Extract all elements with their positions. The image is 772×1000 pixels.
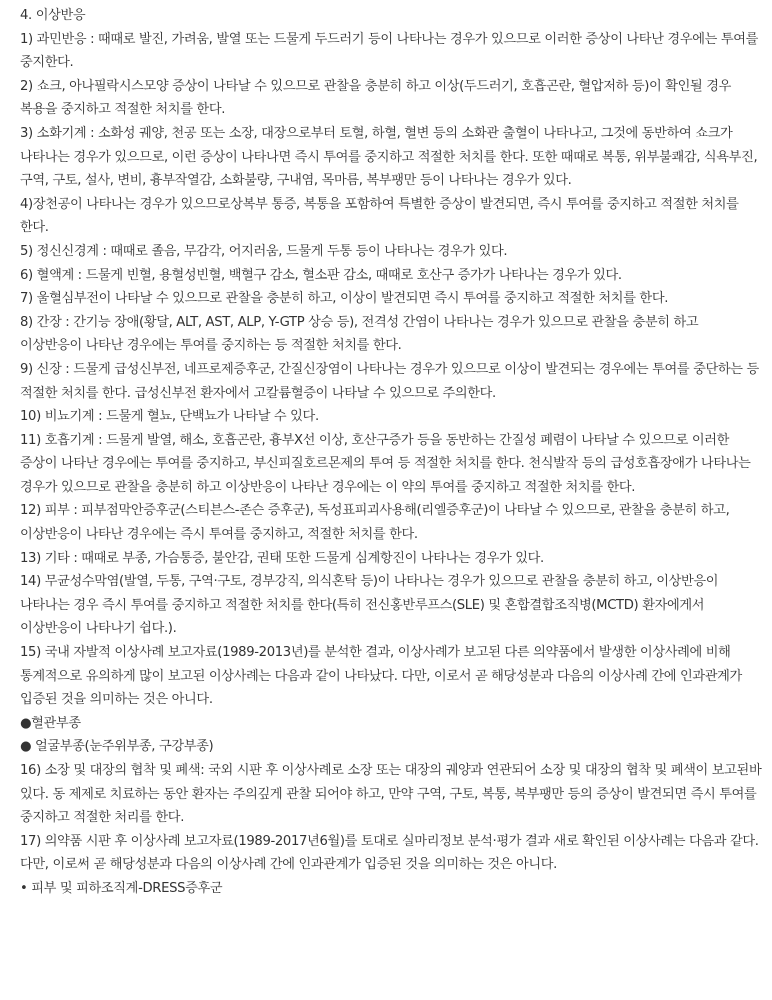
paragraph-13: 13) 기타 : 때때로 부종, 가슴통증, 불안감, 권태 또한 드물게 심계항진이 나타나는 경우가 있다. <box>20 550 544 566</box>
paragraph-16: 16) 소장 및 대장의 협착 및 폐색: 국외 시판 후 이상사례로 소장 또는 대장의 궤양과 연관되어 소장 및 대장의 협착 및 폐색이 보고된바 있다. 동 제제로 치료하는 동안 환자는 주의깊게 관찰 되어야 하고, 만약 구역, 구토, 복통, 복부팽만 등의 증상이 발견되면 즉시 투여를 중지하고 적절한 처리를 한다. <box>20 763 762 826</box>
paragraph-7: 7) 울혈심부전이 나타날 수 있으므로 관찰을 충분히 하고, 이상이 발견되면 즉시 투여를 중지하고 적절한 처치를 한다. <box>20 291 669 307</box>
paragraph-3: 3) 소화기계 : 소화성 궤양, 천공 또는 소장, 대장으로부터 토혈, 하혈, 혈변 등의 소화관 출혈이 나타나고, 그것에 동반하여 쇼크가 나타나는 경우가 있으므로, 이런 증상이 나타나면 즉시 투여를 중지하고 적절한 처치를 한다. 또한 때때로 복통, 위부불쾌감, 식욕부진, 구역, 구토, 설사, 변비, 흉부작열감, 소화불량, 구내염, 목마름, 복부팽만 등이 나타나는 경우가 있다. <box>20 125 758 189</box>
section-title: 4. 이상반응 <box>20 8 86 23</box>
bullet-dress: • 피부 및 피하조직계-DRESS증후군 <box>20 880 223 896</box>
paragraph-11: 11) 호흡기계 : 드물게 발열, 해소, 호흡곤란, 흉부X선 이상, 호산구증가 등을 동반하는 간질성 폐렴이 나타날 수 있으므로 이러한 증상이 나타난 경우에는 투여를 중지하고, 부신피질호르몬제의 투여 등 적절한 처치를 한다. 천식발작 등의 급성호흡장애가 나타나는 경우가 있으므로 관찰을 충분히 하고 이상반응이 나타난 경우에는 이 약의 투여를 중지하고 적절한 처치를 한다. <box>20 432 751 495</box>
paragraph-9: 9) 신장 : 드물게 급성신부전, 네프로제증후군, 간질신장염이 나타나는 경우가 있으므로 이상이 발견되는 경우에는 투여를 중단하는 등 적절한 처치를 한다. 급성신부전 환자에서 고칼륨혈증이 나타날 수 있으므로 주의한다. <box>20 361 759 401</box>
paragraph-8: 8) 간장 : 간기능 장애(황달, ALT, AST, ALP, Y-GTP 상승 등), 전격성 간염이 나타나는 경우가 있으므로 관찰을 충분히 하고 이상반응이 나타난 경우에는 투여를 중지하는 등 적절한 처치를 한다. <box>20 314 699 354</box>
paragraph-12: 12) 피부 : 피부점막안증후군(스티븐스-존슨 증후군), 독성표피괴사용해(리엘증후군)이 나타날 수 있으므로, 관찰을 충분히 하고, 이상반응이 나타난 경우에는 즉시 투여를 중지하고, 적절한 처치를 한다. <box>20 503 730 543</box>
paragraph-17: 17) 의약품 시판 후 이상사례 보고자료(1989-2017년6월)를 토대로 실마리정보 분석·평가 결과 새로 확인된 이상사례는 다음과 같다. 다만, 이로써 곧 해당성분과 다음의 이상사례 간에 인과관계가 입증된 것을 의미하는 것은 아니다. <box>20 833 759 873</box>
paragraph-15: 15) 국내 자발적 이상사례 보고자료(1989-2013년)를 분석한 결과, 이상사례가 보고된 다른 의약품에서 발생한 이상사례에 비해 통계적으로 유의하게 많이 보고된 이상사례는 다음과 같이 나타났다. 다만, 이로서 곧 해당성분과 다음의 이상사례 간에 인과관계가 입증된 것을 의미하는 것은 아니다. <box>20 645 742 708</box>
paragraph-4: 4)장천공이 나타나는 경우가 있으므로상복부 통증, 복통을 포함하여 특별한 증상이 발견되면, 즉시 투여를 중지하고 적절한 처치를 한다. <box>20 196 739 236</box>
paragraph-1: 1) 과민반응 : 때때로 발진, 가려움, 발열 또는 드물게 두드러기 등이 나타나는 경우가 있으므로 이러한 증상이 나타난 경우에는 투여를 중지한다. <box>20 31 758 71</box>
paragraph-14: 14) 무균성수막염(발열, 두통, 구역·구토, 경부강직, 의식혼탁 등)이 나타나는 경우가 있으므로 관찰을 충분히 하고, 이상반응이 나타나는 경우 즉시 투여를 중지하고 적절한 처치를 한다(특히 전신홍반루프스(SLE) 및 혼합결합조직병(MCTD) 환자에게서 이상반응이 나타나기 쉽다.). <box>20 574 719 637</box>
bullet-face-edema: ● 얼굴부종(눈주위부종, 구강부종) <box>20 739 214 755</box>
paragraph-5: 5) 정신신경계 : 때때로 졸음, 무감각, 어지러움, 드물게 두통 등이 나타나는 경우가 있다. <box>20 243 508 259</box>
paragraph-10: 10) 비뇨기계 : 드물게 혈뇨, 단백뇨가 나타날 수 있다. <box>20 409 319 425</box>
bullet-angioedema: ●혈관부종 <box>20 715 81 731</box>
paragraph-2: 2) 쇼크, 아나필락시스모양 증상이 나타날 수 있으므로 관찰을 충분히 하고 이상(두드러기, 호흡곤란, 혈압저하 등)이 확인될 경우 복용을 중지하고 적절한 처치를 한다. <box>20 78 732 118</box>
paragraph-6: 6) 혈액계 : 드물게 빈혈, 용혈성빈혈, 백혈구 감소, 혈소판 감소, 때때로 호산구 증가가 나타나는 경우가 있다. <box>20 267 622 283</box>
